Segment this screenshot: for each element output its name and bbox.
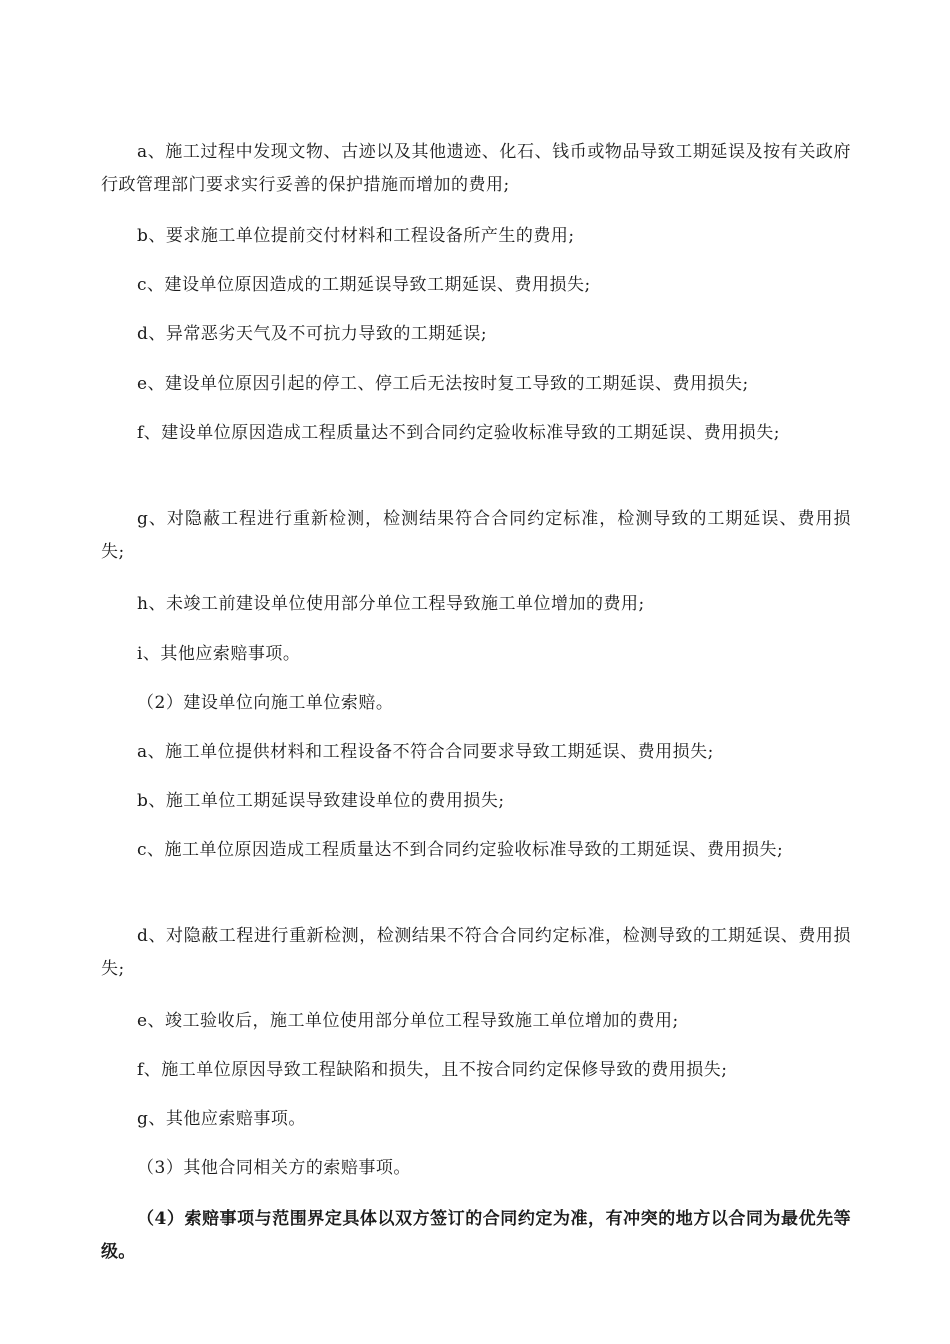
paragraph-claim-f: f、建设单位原因造成工程质量达不到合同约定验收标准导致的工期延误、费用损失; xyxy=(137,423,781,443)
paragraph-owner-g: g、其他应索赔事项。 xyxy=(137,1109,306,1129)
paragraph-owner-e: e、竣工验收后，施工单位使用部分单位工程导致施工单位增加的费用; xyxy=(137,1011,679,1031)
paragraph-claim-b: b、要求施工单位提前交付材料和工程设备所产生的费用; xyxy=(137,226,575,246)
section-heading-4: （4）索赔事项与范围界定具体以双方签订的合同约定为准，有冲突的地方以合同为最优先等级。 xyxy=(101,1209,851,1262)
section-heading-3: （3）其他合同相关方的索赔事项。 xyxy=(137,1158,411,1178)
paragraph-claim-e: e、建设单位原因引起的停工、停工后无法按时复工导致的工期延误、费用损失; xyxy=(137,374,749,394)
paragraph-claim-g: g、对隐蔽工程进行重新检测，检测结果符合合同约定标准，检测导致的工期延误、费用损失; xyxy=(101,509,851,562)
paragraph-claim-d: d、异常恶劣天气及不可抗力导致的工期延误; xyxy=(137,324,488,344)
paragraph-claim-i: i、其他应索赔事项。 xyxy=(137,644,301,664)
paragraph-owner-d: d、对隐蔽工程进行重新检测，检测结果不符合合同约定标准，检测导致的工期延误、费用损失; xyxy=(101,926,851,979)
paragraph-owner-c: c、施工单位原因造成工程质量达不到合同约定验收标准导致的工期延误、费用损失; xyxy=(137,840,784,860)
paragraph-claim-a: a、施工过程中发现文物、古迹以及其他遗迹、化石、钱币或物品导致工期延误及按有关政府行政管理部门要求实行妥善的保护措施而增加的费用; xyxy=(101,142,851,195)
paragraph-claim-h: h、未竣工前建设单位使用部分单位工程导致施工单位增加的费用; xyxy=(137,594,645,614)
section-heading-2: （2）建设单位向施工单位索赔。 xyxy=(137,693,394,713)
paragraph-owner-a: a、施工单位提供材料和工程设备不符合合同要求导致工期延误、费用损失; xyxy=(137,742,714,762)
paragraph-claim-c: c、建设单位原因造成的工期延误导致工期延误、费用损失; xyxy=(137,275,591,295)
paragraph-owner-b: b、施工单位工期延误导致建设单位的费用损失; xyxy=(137,791,505,811)
paragraph-owner-f: f、施工单位原因导致工程缺陷和损失，且不按合同约定保修导致的费用损失; xyxy=(137,1060,728,1080)
